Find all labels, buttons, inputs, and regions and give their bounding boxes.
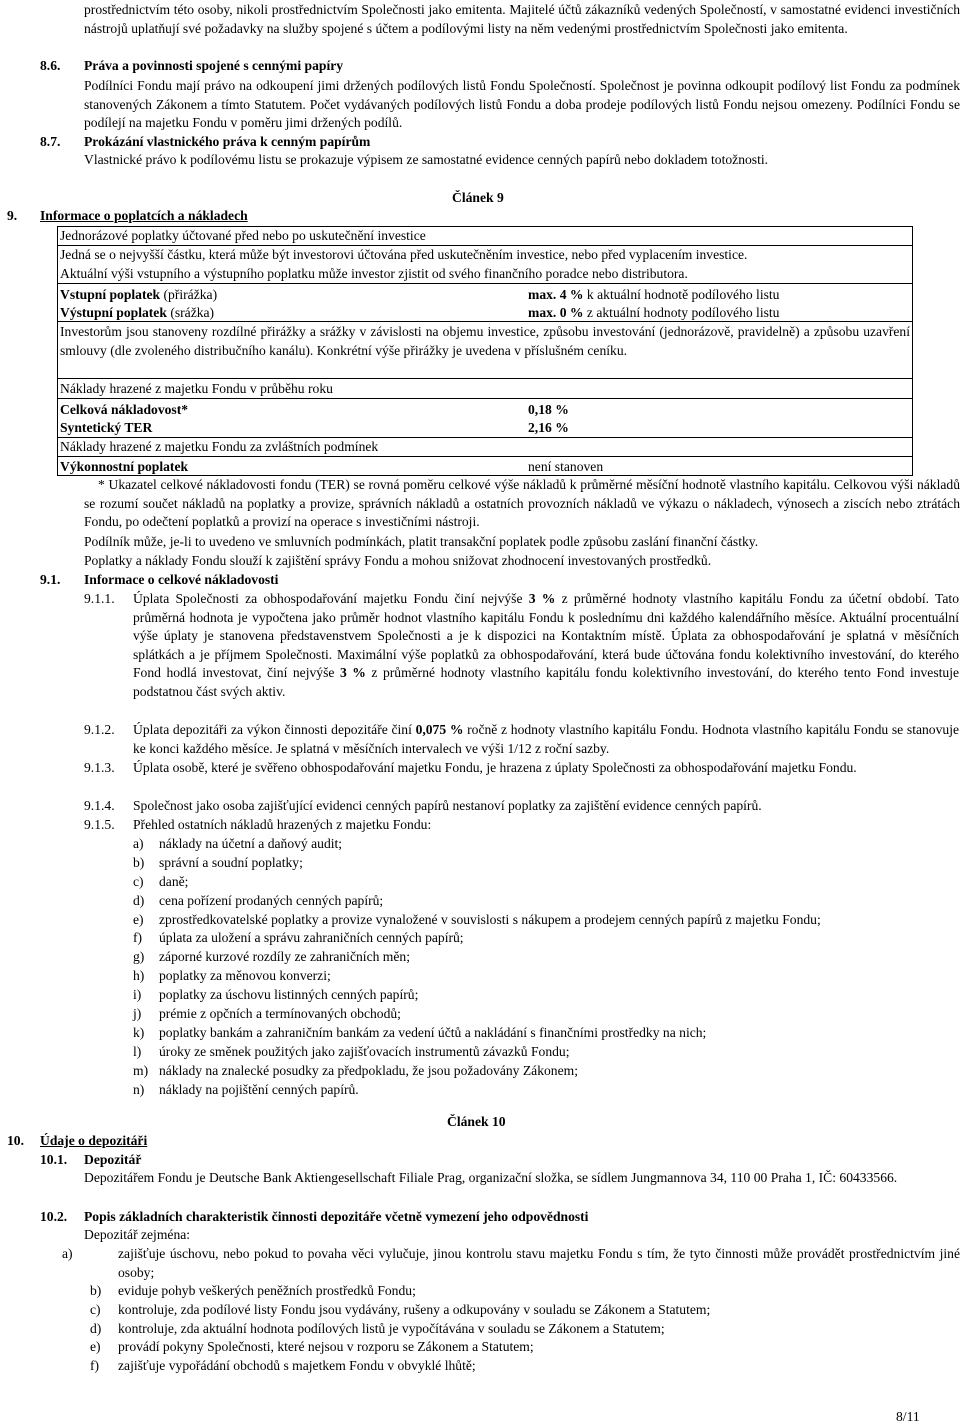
list-item: n) náklady na pojištění cenných papírů.: [133, 1081, 359, 1097]
ter-footnote: * Ukazatel celkové nákladovosti fondu (TER) se rovná poměru celkové výše nákladů k průměrné měsíční hodnotě vlastního kapitálu. Celkovou výši nákladů se rozumí součet nákladů na poplatky a provize, správních nákladů a ostatních provozních nákladů ve výkazu o nákladech, výnosech a ziscích nebo ztrátách Fondu, po odečtení poplatků a provizí na operace s investičními nástroji.: [84, 477, 960, 530]
other-costs-intro: Přehled ostatních nákladů hrazených z majetku Fondu:: [133, 817, 432, 832]
list-item: c) daně;: [133, 873, 189, 889]
total-cost-label: Celková nákladovost*: [60, 402, 189, 417]
exit-fee-value: max. 0 % z aktuální hodnoty podílového listu: [528, 305, 780, 320]
section-number: 10.1.: [40, 1152, 68, 1167]
chapter-number: 9.: [7, 208, 18, 223]
list-item: m) náklady na znalecké posudky za předpokladu, že jsou požadovány Zákonem;: [133, 1062, 578, 1078]
fees-row-note: [58, 322, 912, 379]
list-item: k) poplatky bankám a zahraničním bankám za vedení účtů a nakládání s finančními prostředky na nich;: [133, 1024, 707, 1040]
section-title: Práva a povinnosti spojené s cennými papíry: [84, 58, 344, 73]
depositary-duties-list: [62, 1245, 960, 1376]
performance-fee-label: Výkonnostní poplatek: [60, 459, 189, 474]
list-item: d) kontroluje, zda aktuální hodnota podílových listů je vypočítávána v souladu se Zákonem a Statutem;: [90, 1320, 665, 1336]
subsection-number: 9.1.4.: [84, 798, 115, 813]
subsection-number: 9.1.5.: [84, 817, 115, 832]
subsection-number: 9.1.2.: [84, 722, 115, 737]
total-cost-value: 0,18 %: [528, 402, 569, 417]
transaction-fee-note: Podílník může, je-li to uvedeno ve smluvních podmínkách, platit transakční poplatek podle způsobu zaslání finanční částky.: [84, 534, 759, 549]
fees-row-label: Náklady hrazené z majetku Fondu v průběhu roku: [60, 381, 333, 396]
page-number: 8/11: [896, 1409, 920, 1424]
list-item: h) poplatky za měnovou konverzi;: [133, 968, 331, 984]
article-heading: Článek 10: [447, 1114, 506, 1129]
section-title: Informace o celkové nákladovosti: [84, 572, 279, 587]
section-text: Vlastnické právo k podílovému listu se prokazuje výpisem ze samostatné evidence cenných papírů nebo dokladem totožnosti.: [84, 152, 769, 167]
other-costs-list: [133, 835, 959, 1099]
ter-value: 2,16 %: [528, 420, 569, 435]
fees-row-label: Jednorázové poplatky účtované před nebo po uskutečnění investice: [60, 228, 426, 243]
section-number: 8.7.: [40, 134, 61, 149]
list-item: e) provádí pokyny Společnosti, které nejsou v rozporu se Zákonem a Statutem;: [90, 1339, 534, 1355]
subsection-number: 9.1.1.: [84, 591, 115, 606]
entry-fee-value: max. 4 % k aktuální hodnotě podílového listu: [528, 287, 780, 302]
depositary-duties-intro: Depozitář zejména:: [84, 1227, 191, 1242]
fees-row-explanation: [58, 246, 912, 284]
fees-row-costs: [58, 399, 912, 438]
section-title: Depozitář: [84, 1152, 142, 1167]
list-item: e) zprostředkovatelské poplatky a provize vynaložené v souvislosti s nákupem a prodejem cenných papírů z majetku Fondu;: [133, 911, 821, 927]
list-item: c) kontroluje, zda podílové listy Fondu jsou vydávány, rušeny a odkupovány v souladu se Zákonem a Statutem;: [90, 1302, 711, 1318]
ter-label: Syntetický TER: [60, 420, 153, 435]
exit-fee-label: Výstupní poplatek (srážka): [60, 305, 215, 320]
list-item: a) náklady na účetní a daňový audit;: [133, 836, 343, 851]
article-heading: Článek 9: [452, 190, 504, 205]
fees-row-label: Náklady hrazené z majetku Fondu za zvláštních podmínek: [60, 439, 379, 454]
list-item: i) poplatky za úschovu listinných cenných papírů;: [133, 987, 419, 1003]
fees-row-performance: [58, 457, 912, 477]
section-number: 8.6.: [40, 58, 61, 73]
fees-note-text: Investorům jsou stanoveny rozdílné přirážky a srážky v závislosti na objemu investice, způsobu investování (jednorázově, pravidelně) a způsobu uzavření smlouvy (dle zvoleného distribučního kanálu). Konkrétní výše přirážky je uvedena v příslušném ceníku.: [60, 324, 910, 358]
chapter-number: 10.: [7, 1133, 24, 1148]
fees-explanation-2: Aktuální výši vstupního a výstupního poplatku může investor zjistit od svého finančního poradce nebo distributora.: [60, 265, 688, 281]
fees-row-yearly: [58, 379, 912, 399]
list-item: b) eviduje pohyb veškerých peněžních prostředků Fondu;: [90, 1283, 416, 1299]
fees-explanation-1: Jedná se o nejvyšší částku, která může být investorovi účtována před uskutečněním investice, nebo před vyplacením investice.: [60, 247, 748, 262]
management-fee-paragraph: Úplata Společnosti za obhospodařování majetku Fondu činí nejvýše 3 % z průměrné hodnoty vlastního kapitálu Fondu za účetní období. Tato průměrná hodnota je vypočtena jako průměr hodnot vlastního kapitálu Fondu k poslednímu dni každého kalendářního měsíce. Aktuální procentuální výše úplaty je stanovena představenstvem Společnosti a je k dispozici na Kontaktním místě. Úplata za obhospodařování je splatná v měsíčních splátkách a je příjmem Společnosti. Maximální výše poplatků za obhospodařování, která bude účtována fondu kolektivního investování, do kterého Fond hodlá investovat, činí nejvýše 3 % z průměrné hodnoty vlastního kapitálu fondu kolektivního investování, do kterého tento Fond investuje podstatnou část svých aktiv.: [133, 591, 960, 699]
section-title: Popis základních charakteristik činnosti depozitáře včetně vymezení jeho odpovědnosti: [84, 1209, 589, 1224]
section-text: Podílníci Fondu mají právo na odkoupení jimi držených podílových listů Fondu Společností. Společnost je povinna odkoupit podílový list Fondu za podmínek stanovených Zákonem a tímto Statutem. Počet vydávaných podílových listů Fondu a doba prodeje podílových listů Fondu nejsou omezeny. Podílníci Fondu se podílejí na majetku Fondu v poměru jimi držených podílů.: [84, 78, 960, 131]
registry-fee-paragraph: Společnost jako osoba zajišťující evidenci cenných papírů nestanoví poplatky za zajištění evidence cenných papírů.: [133, 798, 762, 813]
chapter-title: Údaje o depozitáři: [40, 1133, 148, 1148]
intro-paragraph: prostřednictvím této osoby, nikoli prostřednictvím Společnosti jako emitenta. Majitelé účtů zákazníků vedených Společností, v samostatné evidenci investičních nástrojů uplatňují své požadavky na služby spojené s účtem a podílovými listy na něm vedenými prostřednictvím Společnosti jako emitenta.: [84, 2, 960, 36]
list-item: b) správní a soudní poplatky;: [133, 854, 303, 870]
section-number: 10.2.: [40, 1209, 68, 1224]
list-item: a) zajišťuje úschovu, nebo pokud to povaha věci vylučuje, jinou kontrolu stavu majetku Fondu s tím, že tyto činnosti může provádět prostřednictvím jiné osoby;: [62, 1246, 960, 1280]
list-item: g) záporné kurzové rozdíly ze zahraničních měn;: [133, 949, 410, 965]
list-item: f) zajišťuje vypořádání obchodů s majetkem Fondu v obvyklé lhůtě;: [90, 1358, 476, 1374]
section-title: Prokázání vlastnického práva k cenným papírům: [84, 134, 371, 149]
entry-fee-label: Vstupní poplatek (přirážka): [60, 287, 218, 302]
fees-row-onetime: [58, 227, 912, 246]
fees-purpose-note: Poplatky a náklady Fondu slouží k zajištění správy Fondu a mohou snižovat zhodnocení investovaných prostředků.: [84, 553, 712, 568]
performance-fee-value: není stanoven: [528, 459, 604, 474]
depositary-fee-paragraph: Úplata depozitáři za výkon činnosti depozitáře činí 0,075 % ročně z hodnoty vlastního kapitálu Fondu. Hodnota vlastního kapitálu Fondu se stanovuje ke konci každého měsíce. Je splatná v měsíčních intervalech ve výši 1/12 z roční sazby.: [133, 722, 959, 756]
depositary-text: Depozitářem Fondu je Deutsche Bank Aktiengesellschaft Filiale Prag, organizační složka, se sídlem Jungmannova 34, 110 00 Praha 1, IČ: 60433566.: [84, 1170, 898, 1185]
section-number: 9.1.: [40, 572, 61, 587]
fees-table: [57, 226, 913, 476]
list-item: f) úplata za uložení a správu zahraničních cenných papírů;: [133, 930, 464, 946]
list-item: j) prémie z opčních a termínovaných obchodů;: [133, 1006, 401, 1022]
subsection-number: 9.1.3.: [84, 760, 115, 775]
chapter-title: Informace o poplatcích a nákladech: [40, 208, 248, 223]
manager-fee-paragraph: Úplata osobě, které je svěřeno obhospodařování majetku Fondu, je hrazena z úplaty Společnosti za obhospodařování majetku Fondu.: [133, 760, 857, 775]
fees-row-entry-exit: [58, 284, 912, 322]
fees-row-special: [58, 438, 912, 457]
list-item: d) cena pořízení prodaných cenných papírů;: [133, 892, 384, 908]
list-item: l) úroky ze směnek použitých jako zajišťovacích instrumentů závazků Fondu;: [133, 1043, 570, 1059]
